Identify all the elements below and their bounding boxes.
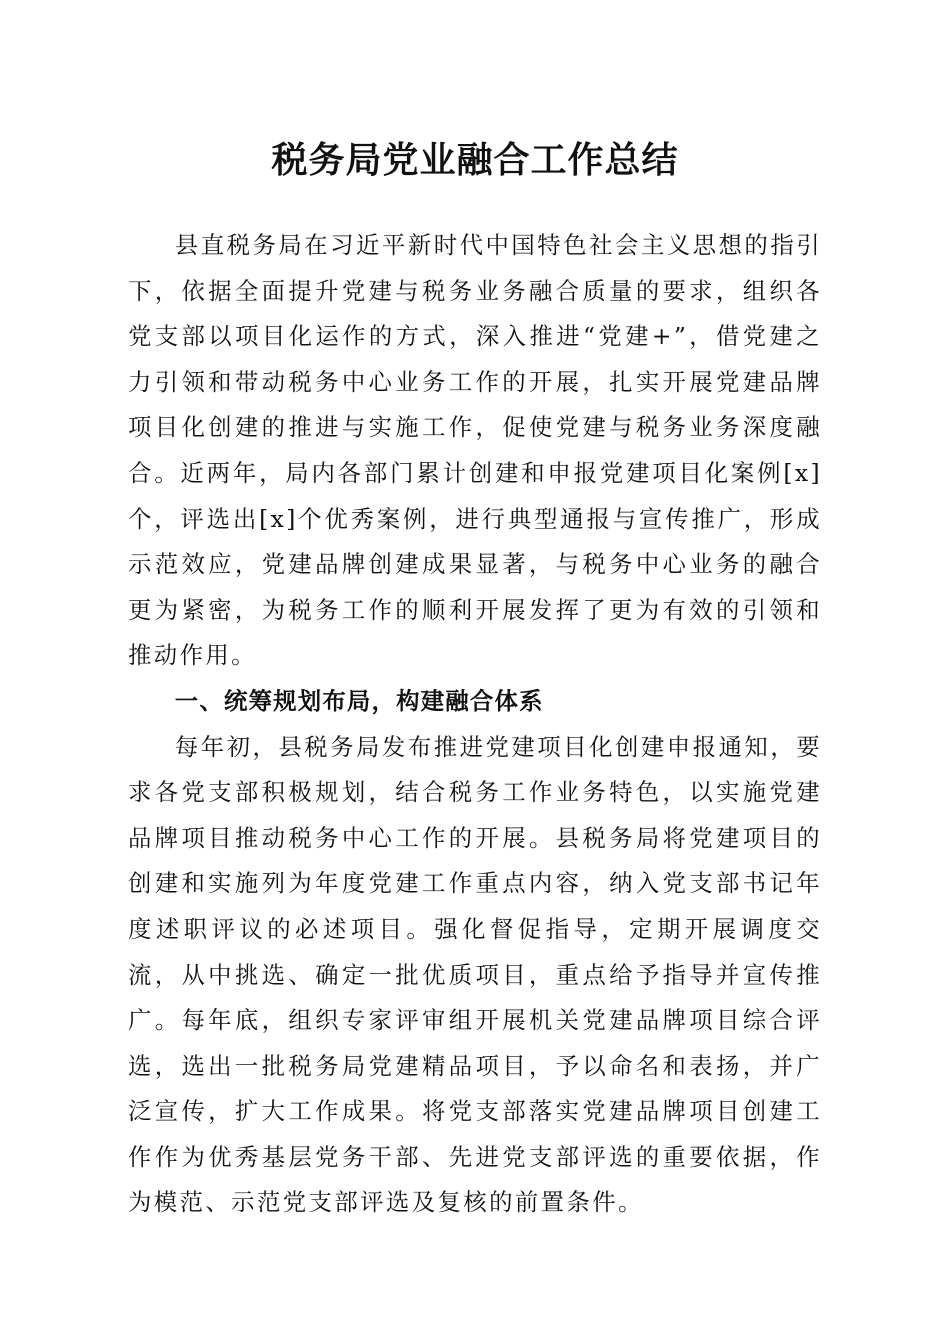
document-title: 税务局党业融合工作总结 (271, 139, 679, 181)
intro-paragraph: 县直税务局在习近平新时代中国特色社会主义思想的指引下，依据全面提升党建与税务业务融合质量的要求，组织各党支部以项目化运作的方式，深入推进“党建+”，借党建之力引领和带动税务中心业务工作的开展，扎实开展党建品牌项目化创建的推进与实施工作，促使党建与税务业务深度融合。近两年，局内各部门累计创建和申报党建项目化案例[x]个，评选出[x]个优秀案例，进行典型通报与宣传推广，形成示范效应，党建品牌创建成果显著，与税务中心业务的融合更为紧密，为税务工作的顺利开展发挥了更为有效的引领和推动作用。 (128, 231, 822, 670)
section-heading-1: 一、统筹规划布局，构建融合体系 (174, 686, 544, 715)
section-1-paragraph: 每年初，县税务局发布推进党建项目化创建申报通知，要求各党支部积极规划，结合税务工作业务特色，以实施党建品牌项目推动税务中心工作的开展。县税务局将党建项目的创建和实施列为年度党建工作重点内容，纳入党支部书记年度述职评议的必述项目。强化督促指导，定期开展调度交流，从中挑选、确定一批优质项目，重点给予指导并宣传推广。每年底，组织专家评审组开展机关党建品牌项目综合评选，选出一批税务局党建精品项目，予以命名和表扬，并广泛宣传，扩大工作成果。将党支部落实党建品牌项目创建工作作为优秀基层党务干部、先进党支部评选的重要依据，作为模范、示范党支部评选及复核的前置条件。 (128, 732, 822, 1217)
